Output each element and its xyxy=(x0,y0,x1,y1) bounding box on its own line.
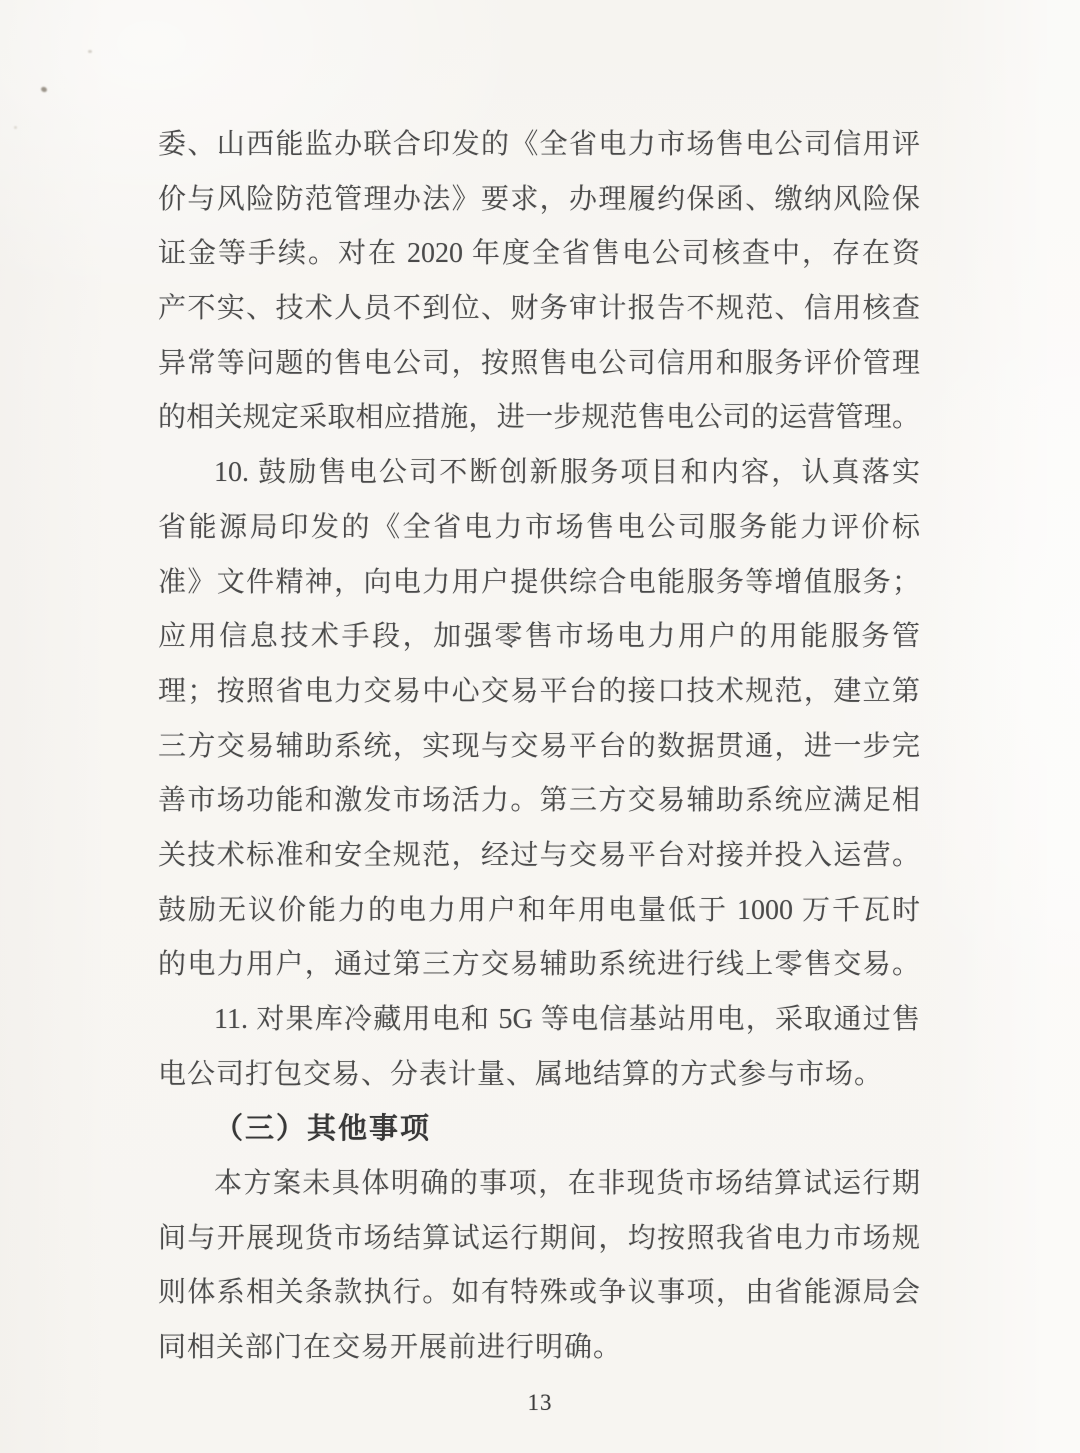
text-line: 应用信息技术手段，加强零售市场电力用户的用能服务管 xyxy=(158,621,920,653)
text-line: 异常等问题的售电公司，按照售电公司信用和服务评价管理 xyxy=(158,347,920,379)
scan-speck xyxy=(40,86,48,93)
text-line: 委、山西能监办联合印发的《全省电力市场售电公司信用评 xyxy=(158,129,920,160)
text-line: 证金等手续。对在 2020 年度全省售电公司核查中，存在资 xyxy=(158,238,920,270)
scan-speck xyxy=(14,126,17,129)
text-line: 鼓励无议价能力的电力用户和年用电量低于 1000 万千瓦时 xyxy=(158,894,920,926)
text-line: 11. 对果库冷藏用电和 5G 等电信基站用电，采取通过售 xyxy=(214,1004,920,1035)
text-line: 理；按照省电力交易中心交易平台的接口技术规范，建立第 xyxy=(158,675,920,707)
text-line: 价与风险防范管理办法》要求，办理履约保函、缴纳风险保 xyxy=(158,183,920,215)
text-line: 产不实、技术人员不到位、财务审计报告不规范、信用核查 xyxy=(158,293,920,325)
text-line: 的相关规定采取相应措施，进一步规范售电公司的运营管理。 xyxy=(158,402,920,434)
text-line: 则体系相关条款执行。如有特殊或争议事项，由省能源局会 xyxy=(158,1277,920,1309)
scan-speck xyxy=(88,50,92,53)
text-line: 准》文件精神，向电力用户提供综合电能服务等增值服务； xyxy=(158,566,920,598)
text-line: 间与开展现货市场结算试运行期间，均按照我省电力市场规 xyxy=(158,1222,920,1254)
text-line: 三方交易辅助系统，实现与交易平台的数据贯通，进一步完 xyxy=(158,730,920,762)
text-line: 电公司打包交易、分表计量、属地结算的方式参与市场。 xyxy=(158,1058,884,1090)
document-body-text xyxy=(158,118,920,1376)
text-line: 省能源局印发的《全省电力市场售电公司服务能力评价标 xyxy=(158,511,920,543)
text-line: 的电力用户，通过第三方交易辅助系统进行线上零售交易。 xyxy=(158,949,920,981)
text-line: 善市场功能和激发市场活力。第三方交易辅助系统应满足相 xyxy=(158,785,920,817)
page-number: 13 xyxy=(527,1390,553,1415)
text-line: 本方案未具体明确的事项，在非现货市场结算试运行期 xyxy=(214,1168,920,1200)
text-line: 关技术标准和安全规范，经过与交易平台对接并投入运营。 xyxy=(158,839,920,871)
text-line: 10. 鼓励售电公司不断创新服务项目和内容，认真落实 xyxy=(214,457,920,489)
text-line: 同相关部门在交易开展前进行明确。 xyxy=(158,1332,623,1364)
section-heading: （三）其他事项 xyxy=(214,1113,432,1146)
